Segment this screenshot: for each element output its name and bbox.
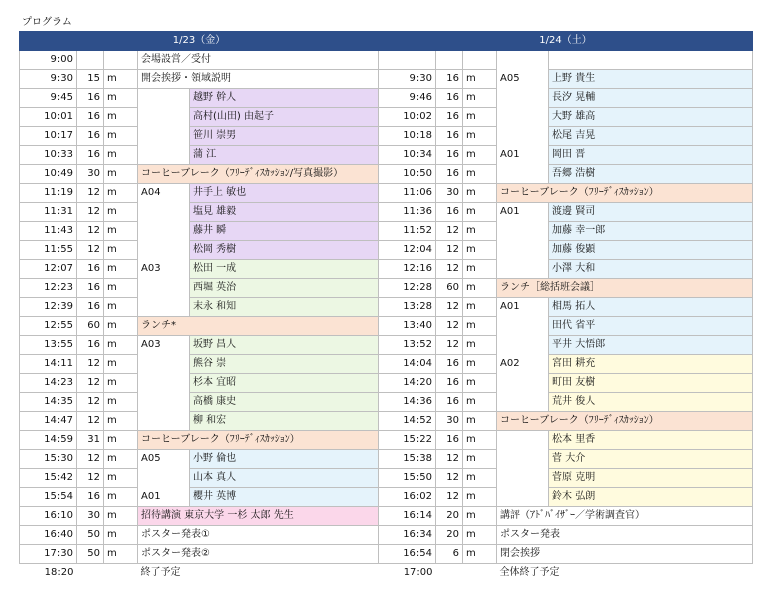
unit-cell: m <box>104 488 138 507</box>
presenter-cell: 吾郷 浩樹 <box>549 165 753 184</box>
duration-cell: 20 <box>436 526 463 545</box>
presenter-cell: 大野 雄高 <box>549 108 753 127</box>
schedule-row <box>20 184 753 203</box>
duration-cell: 30 <box>77 165 104 184</box>
presenter-cell: 菅 大介 <box>549 450 753 469</box>
unit-cell: m <box>104 127 138 146</box>
time-cell: 15:22 <box>379 431 436 450</box>
presenter-cell: 塩見 雄毅 <box>190 203 379 222</box>
unit-cell: m <box>463 336 497 355</box>
session-title-cell: コーヒーブレーク（ﾌﾘｰﾃﾞｨｽｶｯｼｮﾝ） <box>497 184 753 203</box>
duration-cell: 12 <box>77 412 104 431</box>
session-title-cell: 会場設営／受付 <box>138 51 379 70</box>
unit-cell: m <box>463 317 497 336</box>
duration-cell: 16 <box>77 336 104 355</box>
session-title-cell: コーヒーブレーク（ﾌﾘｰﾃﾞｨｽｶｯｼｮﾝ/写真撮影） <box>138 165 379 184</box>
unit-cell: m <box>104 355 138 374</box>
presenter-cell: 井手上 敏也 <box>190 184 379 203</box>
session-id-cell <box>138 222 190 241</box>
presenter-cell: 長汐 晃輔 <box>549 89 753 108</box>
presenter-cell: 加藤 幸一郎 <box>549 222 753 241</box>
time-cell: 15:54 <box>20 488 77 507</box>
session-id-cell <box>497 51 549 70</box>
duration-cell: 50 <box>77 526 104 545</box>
duration-cell: 12 <box>436 450 463 469</box>
unit-cell: m <box>104 526 138 545</box>
schedule-row <box>20 108 753 127</box>
day2-header: 1/24（土） <box>379 32 753 51</box>
presenter-cell: 杉本 宜昭 <box>190 374 379 393</box>
day1-header: 1/23（金） <box>20 32 379 51</box>
session-id-cell <box>497 108 549 127</box>
time-cell: 12:07 <box>20 260 77 279</box>
unit-cell: m <box>104 184 138 203</box>
time-cell: 13:52 <box>379 336 436 355</box>
duration-cell: 12 <box>77 450 104 469</box>
time-cell: 16:10 <box>20 507 77 526</box>
session-id-cell: A02 <box>497 355 549 374</box>
time-cell: 14:47 <box>20 412 77 431</box>
time-cell: 11:52 <box>379 222 436 241</box>
session-id-cell <box>497 336 549 355</box>
presenter-cell: 柳 和宏 <box>190 412 379 431</box>
unit-cell: m <box>104 298 138 317</box>
presenter-cell: 相馬 拓人 <box>549 298 753 317</box>
presenter-cell: 高橋 康史 <box>190 393 379 412</box>
duration-cell: 12 <box>436 241 463 260</box>
duration-cell: 12 <box>77 241 104 260</box>
session-title-cell: 招待講演 東京大学 一杉 太郎 先生 <box>138 507 379 526</box>
time-cell: 15:42 <box>20 469 77 488</box>
unit-cell <box>463 51 497 70</box>
schedule-row <box>20 374 753 393</box>
session-id-cell: A01 <box>138 488 190 507</box>
presenter-cell: 松田 一成 <box>190 260 379 279</box>
time-cell: 9:30 <box>20 70 77 89</box>
unit-cell: m <box>463 146 497 165</box>
time-cell: 9:30 <box>379 70 436 89</box>
presenter-cell: 蒲 江 <box>190 146 379 165</box>
duration-cell: 30 <box>436 184 463 203</box>
unit-cell: m <box>104 317 138 336</box>
unit-cell: m <box>104 260 138 279</box>
session-title-cell: 開会挨拶・領域説明 <box>138 70 379 89</box>
schedule-row <box>20 89 753 108</box>
time-cell: 17:00 <box>403 567 433 578</box>
unit-cell: m <box>104 374 138 393</box>
duration-cell: 20 <box>436 507 463 526</box>
time-cell: 10:50 <box>379 165 436 184</box>
session-id-cell <box>497 241 549 260</box>
session-id-cell <box>497 222 549 241</box>
duration-cell: 16 <box>77 146 104 165</box>
schedule-row <box>20 431 753 450</box>
duration-cell: 16 <box>436 165 463 184</box>
time-cell: 16:40 <box>20 526 77 545</box>
duration-cell: 16 <box>436 431 463 450</box>
time-cell: 13:28 <box>379 298 436 317</box>
unit-cell: m <box>104 89 138 108</box>
session-id-cell <box>138 393 190 412</box>
schedule-row <box>20 355 753 374</box>
duration-cell: 16 <box>77 279 104 298</box>
program-table <box>19 31 753 582</box>
time-cell: 16:14 <box>379 507 436 526</box>
presenter-cell: 櫻井 英博 <box>190 488 379 507</box>
duration-cell: 16 <box>77 298 104 317</box>
unit-cell: m <box>104 545 138 564</box>
duration-cell: 16 <box>436 127 463 146</box>
session-id-cell <box>497 260 549 279</box>
time-cell: 12:28 <box>379 279 436 298</box>
duration-cell: 12 <box>436 469 463 488</box>
duration-cell: 16 <box>77 127 104 146</box>
unit-cell: m <box>463 412 497 431</box>
session-title-cell: コーヒーブレーク（ﾌﾘｰﾃﾞｨｽｶｯｼｮﾝ） <box>497 412 753 431</box>
time-cell: 16:34 <box>379 526 436 545</box>
session-title-cell: 終了予定 <box>140 567 181 578</box>
time-cell: 10:01 <box>20 108 77 127</box>
time-cell: 11:06 <box>379 184 436 203</box>
duration-cell: 6 <box>436 545 463 564</box>
time-cell: 12:23 <box>20 279 77 298</box>
duration-cell: 12 <box>436 488 463 507</box>
presenter-cell <box>549 51 753 70</box>
time-cell: 9:46 <box>379 89 436 108</box>
time-cell: 13:40 <box>379 317 436 336</box>
duration-cell: 12 <box>436 260 463 279</box>
time-cell: 13:55 <box>20 336 77 355</box>
presenter-cell: 田代 省平 <box>549 317 753 336</box>
unit-cell: m <box>104 393 138 412</box>
duration-cell: 12 <box>436 222 463 241</box>
time-cell: 16:02 <box>379 488 436 507</box>
schedule-row <box>20 507 753 526</box>
unit-cell: m <box>463 184 497 203</box>
presenter-cell: 上野 貴生 <box>549 70 753 89</box>
schedule-row <box>20 412 753 431</box>
unit-cell: m <box>463 165 497 184</box>
schedule-row <box>20 70 753 89</box>
duration-cell: 16 <box>77 260 104 279</box>
session-id-cell <box>497 374 549 393</box>
session-id-cell: A01 <box>497 203 549 222</box>
page-title: プログラム <box>22 17 72 28</box>
time-cell: 12:55 <box>20 317 77 336</box>
time-cell: 14:20 <box>379 374 436 393</box>
unit-cell: m <box>463 203 497 222</box>
session-id-cell: A03 <box>138 260 190 279</box>
duration-cell: 16 <box>436 108 463 127</box>
presenter-cell: 平井 大悟郎 <box>549 336 753 355</box>
schedule-row <box>20 279 753 298</box>
duration-cell: 30 <box>77 507 104 526</box>
presenter-cell: 町田 友樹 <box>549 374 753 393</box>
duration-cell: 16 <box>436 203 463 222</box>
session-title-cell: ランチ* <box>138 317 379 336</box>
unit-cell: m <box>463 355 497 374</box>
schedule-row <box>20 127 753 146</box>
unit-cell: m <box>104 70 138 89</box>
duration-cell: 60 <box>77 317 104 336</box>
time-cell <box>379 51 436 70</box>
presenter-cell: 熊谷 崇 <box>190 355 379 374</box>
presenter-cell: 松本 里香 <box>549 431 753 450</box>
session-id-cell <box>497 317 549 336</box>
unit-cell: m <box>463 526 497 545</box>
duration-cell: 60 <box>436 279 463 298</box>
unit-cell: m <box>463 70 497 89</box>
duration-cell: 16 <box>77 108 104 127</box>
presenter-cell: 渡邊 賢司 <box>549 203 753 222</box>
session-id-cell <box>138 355 190 374</box>
schedule-row <box>20 488 753 507</box>
time-cell: 14:35 <box>20 393 77 412</box>
unit-cell: m <box>463 279 497 298</box>
session-id-cell: A01 <box>497 146 549 165</box>
presenter-cell: 笹川 崇男 <box>190 127 379 146</box>
session-id-cell <box>138 108 190 127</box>
duration-cell: 12 <box>77 222 104 241</box>
session-id-cell: A03 <box>138 336 190 355</box>
duration-cell: 16 <box>436 393 463 412</box>
duration-cell: 30 <box>436 412 463 431</box>
unit-cell: m <box>463 469 497 488</box>
time-cell: 16:54 <box>379 545 436 564</box>
presenter-cell: 宮田 耕充 <box>549 355 753 374</box>
presenter-cell: 西堀 英治 <box>190 279 379 298</box>
session-title-cell: ポスター発表 <box>497 526 753 545</box>
presenter-cell: 坂野 昌人 <box>190 336 379 355</box>
duration-cell: 12 <box>436 336 463 355</box>
unit-cell: m <box>104 203 138 222</box>
unit-cell: m <box>104 279 138 298</box>
session-id-cell <box>497 127 549 146</box>
presenter-cell: 末永 和知 <box>190 298 379 317</box>
time-cell: 10:49 <box>20 165 77 184</box>
presenter-cell: 松岡 秀樹 <box>190 241 379 260</box>
unit-cell: m <box>104 469 138 488</box>
session-id-cell <box>497 488 549 507</box>
presenter-cell: 菅原 克明 <box>549 469 753 488</box>
duration-cell: 12 <box>77 184 104 203</box>
time-cell: 14:04 <box>379 355 436 374</box>
time-cell: 15:50 <box>379 469 436 488</box>
session-id-cell: A05 <box>497 70 549 89</box>
time-cell: 12:04 <box>379 241 436 260</box>
duration-cell: 50 <box>77 545 104 564</box>
unit-cell: m <box>104 336 138 355</box>
time-cell: 10:02 <box>379 108 436 127</box>
unit-cell <box>104 51 138 70</box>
time-cell: 15:38 <box>379 450 436 469</box>
unit-cell: m <box>104 146 138 165</box>
unit-cell: m <box>104 165 138 184</box>
schedule-row <box>20 564 753 583</box>
session-id-cell <box>497 450 549 469</box>
presenter-cell: 小野 倫也 <box>190 450 379 469</box>
time-cell: 18:20 <box>44 567 74 578</box>
duration-cell: 12 <box>77 374 104 393</box>
presenter-cell: 加藤 俊顕 <box>549 241 753 260</box>
duration-cell: 12 <box>77 469 104 488</box>
presenter-cell: 藤井 瞬 <box>190 222 379 241</box>
presenter-cell: 岡田 晋 <box>549 146 753 165</box>
schedule-row <box>20 51 753 70</box>
time-cell: 11:43 <box>20 222 77 241</box>
presenter-cell: 荒井 俊人 <box>549 393 753 412</box>
time-cell: 10:18 <box>379 127 436 146</box>
session-id-cell <box>497 431 549 450</box>
unit-cell: m <box>104 222 138 241</box>
presenter-cell: 小澤 大和 <box>549 260 753 279</box>
session-title-cell: ランチ［総括班会議］ <box>497 279 753 298</box>
duration-cell: 12 <box>77 393 104 412</box>
time-cell: 12:16 <box>379 260 436 279</box>
duration-cell <box>77 564 104 583</box>
unit-cell: m <box>104 108 138 127</box>
unit-cell: m <box>463 431 497 450</box>
duration-cell: 16 <box>436 146 463 165</box>
unit-cell <box>463 564 497 583</box>
unit-cell: m <box>104 450 138 469</box>
session-id-cell <box>497 89 549 108</box>
session-id-cell <box>138 469 190 488</box>
unit-cell: m <box>104 412 138 431</box>
presenter-cell: 松尾 吉晃 <box>549 127 753 146</box>
session-id-cell <box>138 298 190 317</box>
session-title-cell: コーヒーブレーク（ﾌﾘｰﾃﾞｨｽｶｯｼｮﾝ） <box>138 431 379 450</box>
unit-cell: m <box>463 127 497 146</box>
session-title-cell: 講評（ｱﾄﾞﾊﾞｲｻﾞｰ／学術調査官） <box>497 507 753 526</box>
duration-cell: 16 <box>77 488 104 507</box>
session-title-cell: 全体終了予定 <box>499 567 560 578</box>
session-id-cell: A01 <box>497 298 549 317</box>
session-id-cell <box>138 279 190 298</box>
duration-cell: 31 <box>77 431 104 450</box>
schedule-row <box>20 317 753 336</box>
unit-cell: m <box>463 241 497 260</box>
schedule-row <box>20 469 753 488</box>
time-cell: 10:34 <box>379 146 436 165</box>
presenter-cell: 高村(山田) 由起子 <box>190 108 379 127</box>
session-title-cell: 閉会挨拶 <box>497 545 753 564</box>
time-cell: 11:19 <box>20 184 77 203</box>
unit-cell: m <box>463 488 497 507</box>
schedule-row <box>20 298 753 317</box>
day-header-row <box>20 32 753 51</box>
session-id-cell <box>497 469 549 488</box>
time-cell: 10:33 <box>20 146 77 165</box>
duration-cell: 16 <box>436 374 463 393</box>
duration-cell <box>77 51 104 70</box>
time-cell: 9:00 <box>20 51 77 70</box>
duration-cell: 16 <box>77 89 104 108</box>
unit-cell: m <box>104 241 138 260</box>
time-cell: 9:45 <box>20 89 77 108</box>
time-cell: 12:39 <box>20 298 77 317</box>
session-id-cell <box>497 165 549 184</box>
schedule-row <box>20 241 753 260</box>
time-cell: 11:55 <box>20 241 77 260</box>
unit-cell: m <box>463 298 497 317</box>
unit-cell: m <box>463 89 497 108</box>
duration-cell: 12 <box>436 317 463 336</box>
schedule-row <box>20 203 753 222</box>
unit-cell: m <box>463 108 497 127</box>
session-id-cell <box>497 393 549 412</box>
unit-cell: m <box>463 260 497 279</box>
session-title-cell: ポスター発表② <box>138 545 379 564</box>
time-cell: 14:36 <box>379 393 436 412</box>
session-id-cell <box>138 241 190 260</box>
duration-cell <box>436 51 463 70</box>
session-id-cell <box>138 203 190 222</box>
session-title-cell: ポスター発表① <box>138 526 379 545</box>
schedule-row <box>20 393 753 412</box>
unit-cell: m <box>463 222 497 241</box>
program-body <box>20 32 753 583</box>
duration-cell <box>436 564 463 583</box>
session-id-cell: A05 <box>138 450 190 469</box>
unit-cell: m <box>104 431 138 450</box>
time-cell: 10:17 <box>20 127 77 146</box>
time-cell: 14:59 <box>20 431 77 450</box>
time-cell: 17:30 <box>20 545 77 564</box>
session-id-cell <box>138 146 190 165</box>
duration-cell: 12 <box>77 355 104 374</box>
unit-cell: m <box>104 507 138 526</box>
duration-cell: 16 <box>436 89 463 108</box>
session-id-cell: A04 <box>138 184 190 203</box>
presenter-cell: 越野 幹人 <box>190 89 379 108</box>
duration-cell: 12 <box>77 203 104 222</box>
unit-cell: m <box>463 545 497 564</box>
time-cell: 14:11 <box>20 355 77 374</box>
session-id-cell <box>138 374 190 393</box>
unit-cell: m <box>463 507 497 526</box>
duration-cell: 12 <box>436 298 463 317</box>
schedule-row <box>20 526 753 545</box>
schedule-row <box>20 165 753 184</box>
session-id-cell <box>138 127 190 146</box>
session-id-cell <box>138 89 190 108</box>
time-cell: 11:31 <box>20 203 77 222</box>
schedule-row <box>20 260 753 279</box>
unit-cell: m <box>463 393 497 412</box>
session-id-cell <box>138 412 190 431</box>
schedule-row <box>20 222 753 241</box>
time-cell: 11:36 <box>379 203 436 222</box>
duration-cell: 15 <box>77 70 104 89</box>
time-cell: 14:23 <box>20 374 77 393</box>
unit-cell <box>104 564 138 583</box>
schedule-row <box>20 545 753 564</box>
schedule-row <box>20 336 753 355</box>
schedule-row <box>20 450 753 469</box>
unit-cell: m <box>463 450 497 469</box>
time-cell: 14:52 <box>379 412 436 431</box>
time-cell: 15:30 <box>20 450 77 469</box>
schedule-row <box>20 146 753 165</box>
presenter-cell: 鈴木 弘朗 <box>549 488 753 507</box>
presenter-cell: 山本 真人 <box>190 469 379 488</box>
duration-cell: 16 <box>436 355 463 374</box>
duration-cell: 16 <box>436 70 463 89</box>
unit-cell: m <box>463 374 497 393</box>
